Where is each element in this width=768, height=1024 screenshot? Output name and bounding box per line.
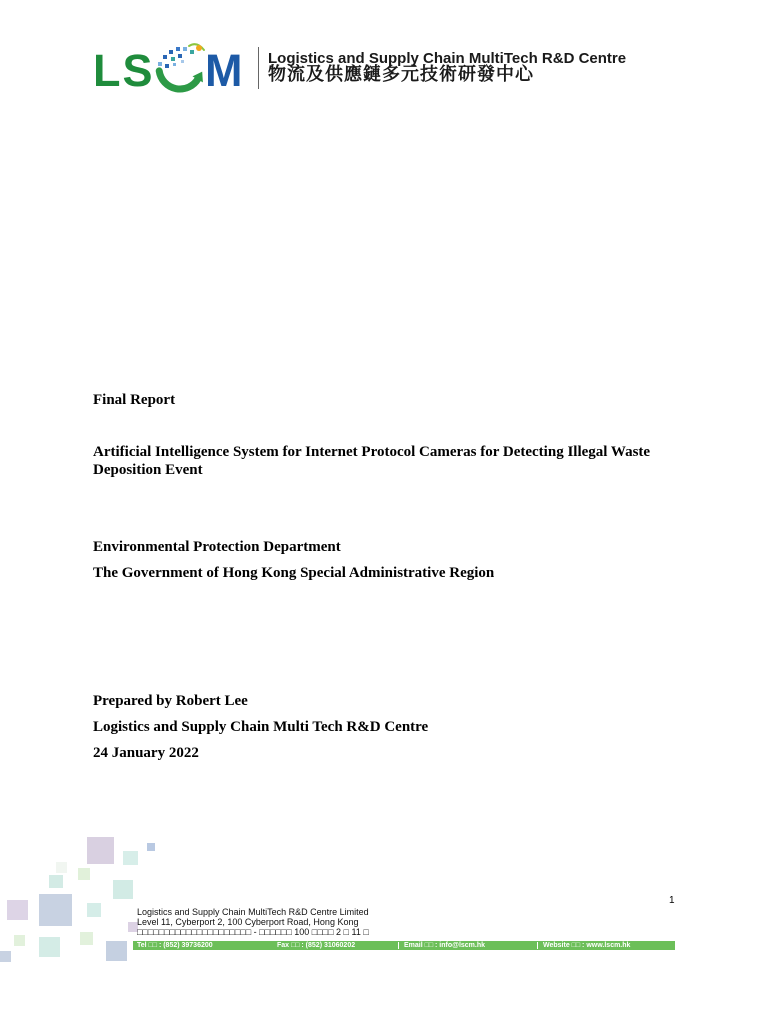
decor-square: [80, 932, 93, 945]
decor-square: [49, 875, 63, 888]
footer-company-name: Logistics and Supply Chain MultiTech R&D Centre Limited: [137, 907, 369, 917]
decor-square: [113, 880, 133, 899]
footer-contact-separator: [537, 942, 538, 949]
decor-square: [39, 894, 72, 926]
report-date: 24 January 2022: [93, 745, 199, 761]
decor-square: [106, 941, 127, 961]
decor-square: [78, 868, 90, 880]
footer-address-en: Level 11, Cyberport 2, 100 Cyberport Road, Hong Kong: [137, 917, 359, 927]
footer-contact-fax: Fax □□ : (852) 31060202: [277, 942, 356, 949]
footer-contact-separator: [398, 942, 399, 949]
organization-name-zh: 物流及供應鏈多元技術研發中心: [268, 64, 534, 85]
footer-contact-tel: Tel □□ : (852) 39736200: [137, 942, 213, 949]
decor-square: [7, 900, 28, 920]
footer-contact-website: Website □□ : www.lscm.hk: [543, 942, 631, 949]
decor-square: [87, 837, 114, 864]
decor-square: [147, 843, 155, 851]
decor-square: [39, 937, 60, 957]
logo-wordmark-left: LS: [93, 45, 155, 96]
logo-wordmark-right: M: [205, 45, 243, 96]
page-number: 1: [669, 895, 675, 906]
report-label: Final Report: [93, 392, 176, 408]
report-title: Artificial Intelligence System for Internet Protocol Cameras for Detecting Illegal Waste Deposition Event: [93, 444, 651, 478]
decor-square: [87, 903, 101, 917]
footer-address-alt: □□□□□□□□□□□□□□□□□□□□□ - □□□□□□ 100 □□□□ 2 □ 11 □: [137, 927, 369, 937]
decor-square: [0, 951, 11, 962]
footer-contact-email: Email □□ : info@lscm.hk: [404, 942, 486, 949]
decor-square: [14, 935, 25, 946]
prepared-by: Prepared by Robert Lee: [93, 693, 248, 709]
decor-square: [123, 851, 138, 865]
footer-contact-bar: [133, 941, 675, 950]
client-department: Environmental Protection Department: [93, 539, 341, 555]
client-government: The Government of Hong Kong Special Administrative Region: [93, 565, 495, 581]
decor-square: [56, 862, 67, 873]
organization-name-en: Logistics and Supply Chain MultiTech R&D Centre: [268, 50, 627, 67]
preparer-organization: Logistics and Supply Chain Multi Tech R&D Centre: [93, 719, 429, 735]
